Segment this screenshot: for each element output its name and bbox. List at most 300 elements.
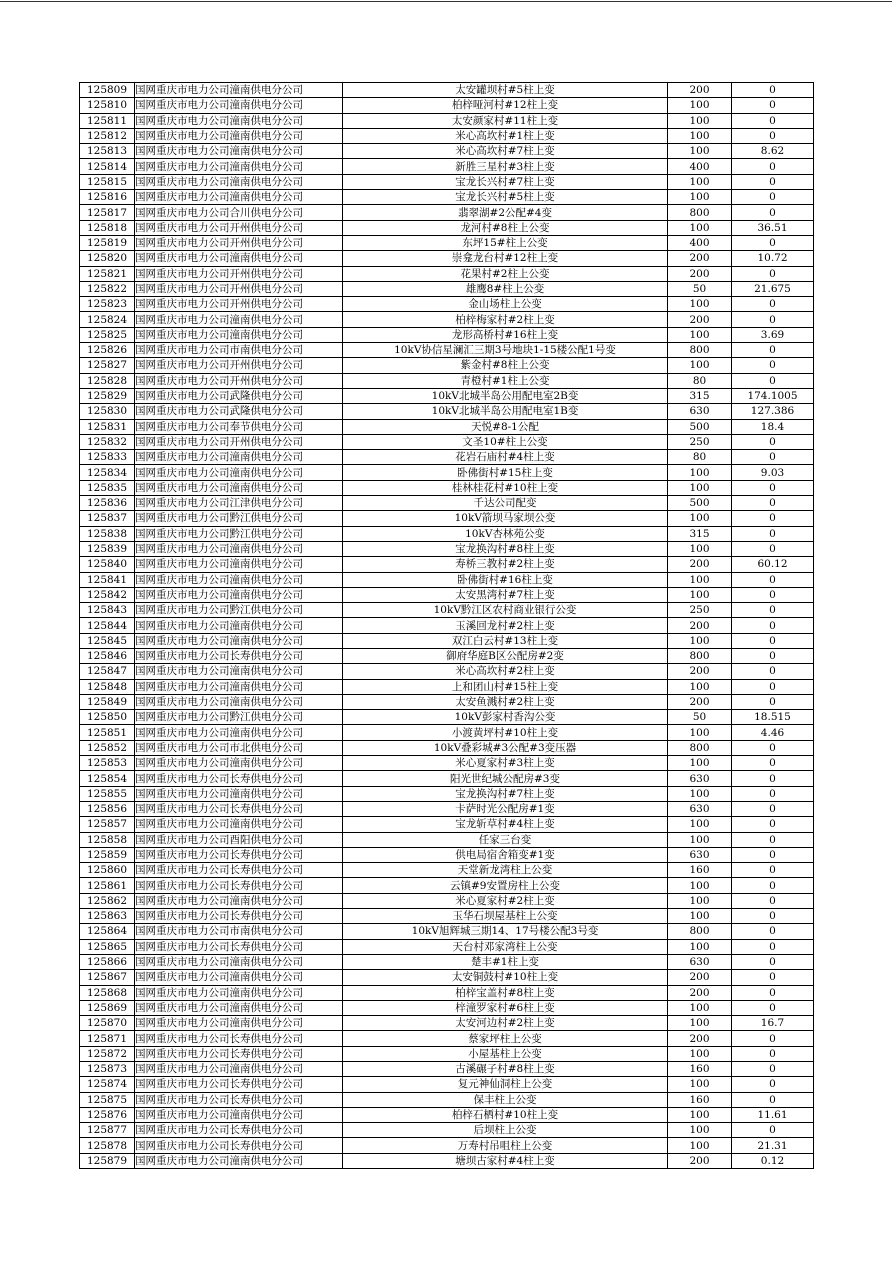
value-cell: 127.386 <box>732 404 814 419</box>
value-cell: 0 <box>732 297 814 312</box>
company-cell: 国网重庆市电力公司潼南供电分公司 <box>135 1000 343 1015</box>
transformer-name-cell: 东坪15#柱上公变 <box>343 235 668 250</box>
company-cell: 国网重庆市电力公司市北供电分公司 <box>135 740 343 755</box>
table-row <box>80 1062 814 1077</box>
row-id-cell: 125822 <box>80 281 135 296</box>
value-cell: 0 <box>732 205 814 220</box>
table-row <box>80 740 814 755</box>
row-id-cell: 125827 <box>80 358 135 373</box>
row-id-cell: 125876 <box>80 1107 135 1122</box>
company-cell: 国网重庆市电力公司市南供电分公司 <box>135 924 343 939</box>
transformer-name-cell: 10kV杏林苑公变 <box>343 526 668 541</box>
row-id-cell: 125810 <box>80 98 135 113</box>
row-id-cell: 125819 <box>80 235 135 250</box>
table-row <box>80 343 814 358</box>
row-id-cell: 125848 <box>80 679 135 694</box>
transformer-name-cell: 千达公司配变 <box>343 496 668 511</box>
table-row <box>80 541 814 556</box>
value-cell: 11.61 <box>732 1107 814 1122</box>
company-cell: 国网重庆市电力公司潼南供电分公司 <box>135 664 343 679</box>
company-cell: 国网重庆市电力公司长寿供电分公司 <box>135 939 343 954</box>
row-id-cell: 125836 <box>80 496 135 511</box>
table-row <box>80 1092 814 1107</box>
capacity-cell: 400 <box>668 235 732 250</box>
value-cell: 3.69 <box>732 327 814 342</box>
transformer-name-cell: 古溪碾子村#8柱上变 <box>343 1062 668 1077</box>
company-cell: 国网重庆市电力公司酉阳供电分公司 <box>135 832 343 847</box>
capacity-cell: 100 <box>668 1016 732 1031</box>
row-id-cell: 125846 <box>80 648 135 663</box>
table-row <box>80 190 814 205</box>
table-row <box>80 220 814 235</box>
transformer-name-cell: 米心夏家村#3柱上变 <box>343 756 668 771</box>
table-row <box>80 159 814 174</box>
table-row <box>80 801 814 816</box>
table-row <box>80 496 814 511</box>
capacity-cell: 250 <box>668 603 732 618</box>
company-cell: 国网重庆市电力公司潼南供电分公司 <box>135 312 343 327</box>
row-id-cell: 125841 <box>80 572 135 587</box>
capacity-cell: 50 <box>668 281 732 296</box>
transformer-name-cell: 10kV旭辉城三期14、17号楼公配3号变 <box>343 924 668 939</box>
capacity-cell: 200 <box>668 266 732 281</box>
value-cell: 0 <box>732 174 814 189</box>
row-id-cell: 125829 <box>80 388 135 403</box>
value-cell: 0 <box>732 1031 814 1046</box>
row-id-cell: 125847 <box>80 664 135 679</box>
table-row <box>80 251 814 266</box>
value-cell: 0 <box>732 526 814 541</box>
table-row <box>80 144 814 159</box>
transformer-name-cell: 米心高坎村#2柱上变 <box>343 664 668 679</box>
transformer-name-cell: 小渡黄坪村#10柱上变 <box>343 725 668 740</box>
row-id-cell: 125817 <box>80 205 135 220</box>
company-cell: 国网重庆市电力公司潼南供电分公司 <box>135 954 343 969</box>
row-id-cell: 125845 <box>80 633 135 648</box>
company-cell: 国网重庆市电力公司长寿供电分公司 <box>135 1077 343 1092</box>
value-cell: 0 <box>732 1046 814 1061</box>
value-cell: 0 <box>732 924 814 939</box>
value-cell: 0 <box>732 373 814 388</box>
value-cell: 0 <box>732 954 814 969</box>
table-row <box>80 1123 814 1138</box>
capacity-cell: 100 <box>668 725 732 740</box>
transformer-name-cell: 梓潼罗家村#6柱上变 <box>343 1000 668 1015</box>
value-cell: 18.515 <box>732 710 814 725</box>
capacity-cell: 100 <box>668 817 732 832</box>
company-cell: 国网重庆市电力公司潼南供电分公司 <box>135 572 343 587</box>
transformer-name-cell: 寿桥三教村#2柱上变 <box>343 557 668 572</box>
company-cell: 国网重庆市电力公司开州供电分公司 <box>135 434 343 449</box>
company-cell: 国网重庆市电力公司潼南供电分公司 <box>135 679 343 694</box>
table-row <box>80 786 814 801</box>
table-row <box>80 832 814 847</box>
row-id-cell: 125867 <box>80 970 135 985</box>
transformer-name-cell: 天悦#8-1公配 <box>343 419 668 434</box>
transformer-name-cell: 任家三台变 <box>343 832 668 847</box>
capacity-cell: 100 <box>668 174 732 189</box>
row-id-cell: 125874 <box>80 1077 135 1092</box>
company-cell: 国网重庆市电力公司黔江供电分公司 <box>135 526 343 541</box>
company-cell: 国网重庆市电力公司长寿供电分公司 <box>135 648 343 663</box>
transformer-name-cell: 天台村邓家湾柱上公变 <box>343 939 668 954</box>
row-id-cell: 125861 <box>80 878 135 893</box>
table-row <box>80 756 814 771</box>
transformer-name-cell: 10kV彭家村香沟公变 <box>343 710 668 725</box>
value-cell: 0 <box>732 648 814 663</box>
transformer-name-cell: 太安罐坝村#5柱上变 <box>343 83 668 98</box>
row-id-cell: 125831 <box>80 419 135 434</box>
value-cell: 0 <box>732 817 814 832</box>
capacity-cell: 630 <box>668 801 732 816</box>
transformer-name-cell: 10kV箭坝马家坝公变 <box>343 511 668 526</box>
row-id-cell: 125844 <box>80 618 135 633</box>
value-cell: 0 <box>732 434 814 449</box>
value-cell: 0 <box>732 1062 814 1077</box>
table-row <box>80 1000 814 1015</box>
value-cell: 0 <box>732 358 814 373</box>
row-id-cell: 125850 <box>80 710 135 725</box>
company-cell: 国网重庆市电力公司潼南供电分公司 <box>135 1062 343 1077</box>
table-row <box>80 511 814 526</box>
company-cell: 国网重庆市电力公司黔江供电分公司 <box>135 511 343 526</box>
company-cell: 国网重庆市电力公司长寿供电分公司 <box>135 909 343 924</box>
transformer-name-cell: 宝龙换沟村#7柱上变 <box>343 786 668 801</box>
capacity-cell: 100 <box>668 480 732 495</box>
value-cell: 0 <box>732 664 814 679</box>
company-cell: 国网重庆市电力公司潼南供电分公司 <box>135 174 343 189</box>
company-cell: 国网重庆市电力公司潼南供电分公司 <box>135 618 343 633</box>
table-body <box>80 83 814 1169</box>
capacity-cell: 100 <box>668 786 732 801</box>
capacity-cell: 100 <box>668 679 732 694</box>
table-row <box>80 297 814 312</box>
transformer-name-cell: 卡萨时光公配房#1变 <box>343 801 668 816</box>
row-id-cell: 125856 <box>80 801 135 816</box>
row-id-cell: 125869 <box>80 1000 135 1015</box>
table-row <box>80 909 814 924</box>
value-cell: 0 <box>732 970 814 985</box>
capacity-cell: 100 <box>668 1123 732 1138</box>
table-row <box>80 878 814 893</box>
company-cell: 国网重庆市电力公司潼南供电分公司 <box>135 985 343 1000</box>
row-id-cell: 125824 <box>80 312 135 327</box>
capacity-cell: 500 <box>668 419 732 434</box>
row-id-cell: 125838 <box>80 526 135 541</box>
row-id-cell: 125821 <box>80 266 135 281</box>
table-row <box>80 480 814 495</box>
page-top-rule <box>0 1 892 2</box>
capacity-cell: 800 <box>668 343 732 358</box>
transformer-name-cell: 御府华庭B区公配房#2变 <box>343 648 668 663</box>
company-cell: 国网重庆市电力公司潼南供电分公司 <box>135 817 343 832</box>
company-cell: 国网重庆市电力公司潼南供电分公司 <box>135 587 343 602</box>
table-row <box>80 985 814 1000</box>
value-cell: 0 <box>732 740 814 755</box>
capacity-cell: 100 <box>668 465 732 480</box>
table-row <box>80 327 814 342</box>
value-cell: 36.51 <box>732 220 814 235</box>
capacity-cell: 160 <box>668 1062 732 1077</box>
transformer-name-cell: 文圣10#柱上公变 <box>343 434 668 449</box>
value-cell: 0.12 <box>732 1153 814 1168</box>
company-cell: 国网重庆市电力公司潼南供电分公司 <box>135 327 343 342</box>
company-cell: 国网重庆市电力公司潼南供电分公司 <box>135 144 343 159</box>
value-cell: 0 <box>732 771 814 786</box>
row-id-cell: 125826 <box>80 343 135 358</box>
company-cell: 国网重庆市电力公司潼南供电分公司 <box>135 541 343 556</box>
transformer-name-cell: 花岩石庙村#4柱上变 <box>343 450 668 465</box>
transformer-name-cell: 云镇#9安置房柱上公变 <box>343 878 668 893</box>
value-cell: 0 <box>732 985 814 1000</box>
capacity-cell: 200 <box>668 251 732 266</box>
value-cell: 4.46 <box>732 725 814 740</box>
value-cell: 0 <box>732 343 814 358</box>
company-cell: 国网重庆市电力公司潼南供电分公司 <box>135 83 343 98</box>
row-id-cell: 125860 <box>80 863 135 878</box>
row-id-cell: 125828 <box>80 373 135 388</box>
row-id-cell: 125859 <box>80 847 135 862</box>
value-cell: 0 <box>732 1123 814 1138</box>
value-cell: 0 <box>732 312 814 327</box>
capacity-cell: 200 <box>668 985 732 1000</box>
transformer-name-cell: 10kV叠彩城#3公配#3变压器 <box>343 740 668 755</box>
company-cell: 国网重庆市电力公司黔江供电分公司 <box>135 603 343 618</box>
transformer-name-cell: 柏梓石栖村#10柱上变 <box>343 1107 668 1122</box>
capacity-cell: 100 <box>668 878 732 893</box>
table-row <box>80 373 814 388</box>
value-cell: 0 <box>732 190 814 205</box>
value-cell: 0 <box>732 572 814 587</box>
transformer-name-cell: 10kV北城半岛公用配电室1B变 <box>343 404 668 419</box>
company-cell: 国网重庆市电力公司奉节供电分公司 <box>135 419 343 434</box>
value-cell: 0 <box>732 679 814 694</box>
row-id-cell: 125813 <box>80 144 135 159</box>
value-cell: 0 <box>732 587 814 602</box>
value-cell: 16.7 <box>732 1016 814 1031</box>
row-id-cell: 125814 <box>80 159 135 174</box>
table-row <box>80 235 814 250</box>
row-id-cell: 125839 <box>80 541 135 556</box>
value-cell: 0 <box>732 801 814 816</box>
transformer-name-cell: 米心高坎村#1柱上变 <box>343 128 668 143</box>
table-row <box>80 863 814 878</box>
company-cell: 国网重庆市电力公司潼南供电分公司 <box>135 450 343 465</box>
capacity-cell: 200 <box>668 970 732 985</box>
capacity-cell: 100 <box>668 128 732 143</box>
value-cell: 0 <box>732 694 814 709</box>
company-cell: 国网重庆市电力公司开州供电分公司 <box>135 358 343 373</box>
value-cell: 0 <box>732 113 814 128</box>
transformer-name-cell: 小屋基柱上公变 <box>343 1046 668 1061</box>
company-cell: 国网重庆市电力公司潼南供电分公司 <box>135 251 343 266</box>
capacity-cell: 100 <box>668 358 732 373</box>
transformer-name-cell: 宝龙长兴村#5柱上变 <box>343 190 668 205</box>
capacity-cell: 100 <box>668 893 732 908</box>
capacity-cell: 200 <box>668 694 732 709</box>
row-id-cell: 125864 <box>80 924 135 939</box>
capacity-cell: 800 <box>668 648 732 663</box>
capacity-cell: 160 <box>668 863 732 878</box>
table-row <box>80 1138 814 1153</box>
capacity-cell: 100 <box>668 1000 732 1015</box>
value-cell: 0 <box>732 863 814 878</box>
table-row <box>80 419 814 434</box>
value-cell: 0 <box>732 541 814 556</box>
value-cell: 0 <box>732 480 814 495</box>
value-cell: 21.31 <box>732 1138 814 1153</box>
capacity-cell: 100 <box>668 832 732 847</box>
row-id-cell: 125857 <box>80 817 135 832</box>
row-id-cell: 125879 <box>80 1153 135 1168</box>
row-id-cell: 125858 <box>80 832 135 847</box>
capacity-cell: 630 <box>668 847 732 862</box>
row-id-cell: 125873 <box>80 1062 135 1077</box>
value-cell: 0 <box>732 83 814 98</box>
table-row <box>80 388 814 403</box>
row-id-cell: 125853 <box>80 756 135 771</box>
company-cell: 国网重庆市电力公司武隆供电分公司 <box>135 404 343 419</box>
capacity-cell: 100 <box>668 1077 732 1092</box>
table-row <box>80 603 814 618</box>
table-row <box>80 128 814 143</box>
transformer-name-cell: 10kV协信星澜汇三期3号地块1-15楼公配1号变 <box>343 343 668 358</box>
transformer-name-cell: 复元神仙洞柱上公变 <box>343 1077 668 1092</box>
company-cell: 国网重庆市电力公司潼南供电分公司 <box>135 725 343 740</box>
table-row <box>80 98 814 113</box>
value-cell: 0 <box>732 909 814 924</box>
capacity-cell: 100 <box>668 297 732 312</box>
row-id-cell: 125870 <box>80 1016 135 1031</box>
transformer-name-cell: 双江白云村#13柱上变 <box>343 633 668 648</box>
transformer-table <box>79 82 814 1169</box>
row-id-cell: 125820 <box>80 251 135 266</box>
table-row <box>80 1107 814 1122</box>
capacity-cell: 100 <box>668 1107 732 1122</box>
value-cell: 8.62 <box>732 144 814 159</box>
table-row <box>80 847 814 862</box>
capacity-cell: 100 <box>668 1046 732 1061</box>
transformer-name-cell: 桂林桂花村#10柱上变 <box>343 480 668 495</box>
company-cell: 国网重庆市电力公司潼南供电分公司 <box>135 1153 343 1168</box>
table-row <box>80 939 814 954</box>
transformer-name-cell: 崇龛龙台村#12柱上变 <box>343 251 668 266</box>
capacity-cell: 800 <box>668 205 732 220</box>
row-id-cell: 125875 <box>80 1092 135 1107</box>
transformer-name-cell: 紫金村#8柱上公变 <box>343 358 668 373</box>
table-row <box>80 404 814 419</box>
transformer-name-cell: 阳光世纪城公配房#3变 <box>343 771 668 786</box>
company-cell: 国网重庆市电力公司潼南供电分公司 <box>135 694 343 709</box>
capacity-cell: 80 <box>668 450 732 465</box>
company-cell: 国网重庆市电力公司武隆供电分公司 <box>135 388 343 403</box>
row-id-cell: 125809 <box>80 83 135 98</box>
transformer-name-cell: 宝龙换沟村#8柱上变 <box>343 541 668 556</box>
table-row <box>80 465 814 480</box>
capacity-cell: 630 <box>668 404 732 419</box>
row-id-cell: 125868 <box>80 985 135 1000</box>
row-id-cell: 125863 <box>80 909 135 924</box>
company-cell: 国网重庆市电力公司市南供电分公司 <box>135 343 343 358</box>
company-cell: 国网重庆市电力公司潼南供电分公司 <box>135 190 343 205</box>
capacity-cell: 800 <box>668 924 732 939</box>
capacity-cell: 100 <box>668 113 732 128</box>
value-cell: 0 <box>732 1077 814 1092</box>
company-cell: 国网重庆市电力公司潼南供电分公司 <box>135 1016 343 1031</box>
transformer-name-cell: 天堂新龙湾柱上公变 <box>343 863 668 878</box>
capacity-cell: 500 <box>668 496 732 511</box>
table-row <box>80 450 814 465</box>
table-row <box>80 710 814 725</box>
table-row <box>80 725 814 740</box>
table-row <box>80 618 814 633</box>
capacity-cell: 100 <box>668 756 732 771</box>
value-cell: 0 <box>732 633 814 648</box>
table-row <box>80 664 814 679</box>
table-row <box>80 970 814 985</box>
company-cell: 国网重庆市电力公司江津供电分公司 <box>135 496 343 511</box>
transformer-name-cell: 玉溪回龙村#2柱上变 <box>343 618 668 633</box>
table-row <box>80 1031 814 1046</box>
company-cell: 国网重庆市电力公司开州供电分公司 <box>135 281 343 296</box>
transformer-name-cell: 米心夏家村#2柱上变 <box>343 893 668 908</box>
table-row <box>80 1153 814 1168</box>
table-row <box>80 434 814 449</box>
transformer-name-cell: 太安黑湾村#7柱上变 <box>343 587 668 602</box>
capacity-cell: 100 <box>668 190 732 205</box>
row-id-cell: 125816 <box>80 190 135 205</box>
row-id-cell: 125811 <box>80 113 135 128</box>
value-cell: 0 <box>732 786 814 801</box>
capacity-cell: 50 <box>668 710 732 725</box>
capacity-cell: 100 <box>668 144 732 159</box>
row-id-cell: 125812 <box>80 128 135 143</box>
capacity-cell: 630 <box>668 954 732 969</box>
company-cell: 国网重庆市电力公司长寿供电分公司 <box>135 801 343 816</box>
company-cell: 国网重庆市电力公司长寿供电分公司 <box>135 863 343 878</box>
transformer-name-cell: 10kV北城半岛公用配电室2B变 <box>343 388 668 403</box>
transformer-name-cell: 翡翠湖#2公配#4变 <box>343 205 668 220</box>
value-cell: 0 <box>732 266 814 281</box>
value-cell: 0 <box>732 832 814 847</box>
capacity-cell: 200 <box>668 557 732 572</box>
value-cell: 0 <box>732 756 814 771</box>
capacity-cell: 80 <box>668 373 732 388</box>
capacity-cell: 200 <box>668 83 732 98</box>
row-id-cell: 125842 <box>80 587 135 602</box>
value-cell: 0 <box>732 450 814 465</box>
company-cell: 国网重庆市电力公司潼南供电分公司 <box>135 970 343 985</box>
row-id-cell: 125815 <box>80 174 135 189</box>
row-id-cell: 125843 <box>80 603 135 618</box>
company-cell: 国网重庆市电力公司长寿供电分公司 <box>135 1123 343 1138</box>
table-row <box>80 526 814 541</box>
value-cell: 0 <box>732 511 814 526</box>
row-id-cell: 125825 <box>80 327 135 342</box>
company-cell: 国网重庆市电力公司开州供电分公司 <box>135 297 343 312</box>
company-cell: 国网重庆市电力公司长寿供电分公司 <box>135 1031 343 1046</box>
transformer-name-cell: 龙形高桥村#16柱上变 <box>343 327 668 342</box>
capacity-cell: 100 <box>668 939 732 954</box>
table-row <box>80 281 814 296</box>
transformer-name-cell: 宝龙长兴村#7柱上变 <box>343 174 668 189</box>
table-row <box>80 954 814 969</box>
capacity-cell: 100 <box>668 541 732 556</box>
transformer-name-cell: 塘坝古家村#4柱上变 <box>343 1153 668 1168</box>
capacity-cell: 100 <box>668 587 732 602</box>
row-id-cell: 125832 <box>80 434 135 449</box>
table-row <box>80 312 814 327</box>
